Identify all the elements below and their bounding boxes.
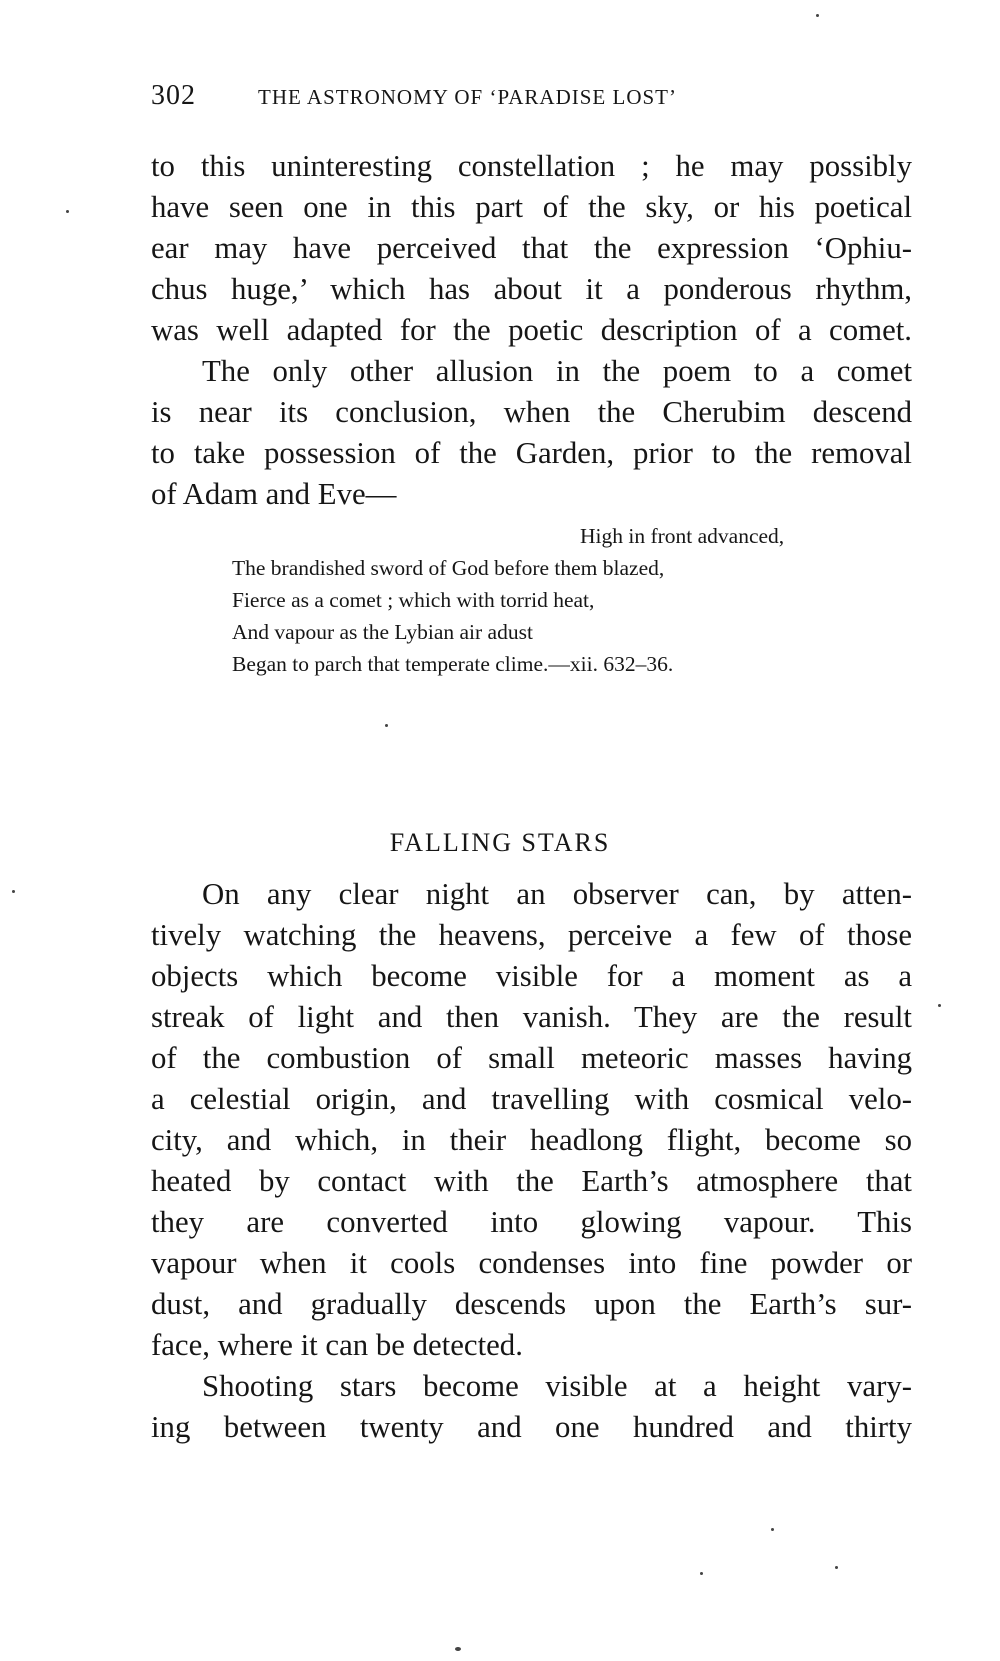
print-speck: [700, 1572, 703, 1575]
running-head: [151, 80, 911, 114]
paragraph-line: to take possession of the Garden, prior to the removal: [151, 436, 912, 470]
paragraph-line: ing between twenty and one hundred and thirty: [151, 1410, 912, 1444]
paragraph-line: dust, and gradually descends upon the Earth’s sur-: [151, 1287, 912, 1321]
running-title: THE ASTRONOMY OF ‘PARADISE LOST’: [258, 85, 677, 109]
print-speck: [771, 1528, 774, 1531]
paragraph-line: city, and which, in their headlong flight, become so: [151, 1123, 912, 1157]
paragraph-line: On any clear night an observer can, by atten-: [202, 877, 912, 911]
paragraph-line: The only other allusion in the poem to a comet: [202, 354, 912, 388]
paragraph-line: to this uninteresting constellation ; he may possibly: [151, 149, 912, 183]
quotation-line: And vapour as the Lybian air adust: [232, 620, 533, 644]
paragraph-line: was well adapted for the poetic description of a comet.: [151, 313, 912, 347]
paragraph-line: they are converted into glowing vapour. This: [151, 1205, 912, 1239]
quotation-line: Began to parch that temperate clime.—xii. 632–36.: [232, 652, 674, 676]
paragraph-line: streak of light and then vanish. They are the result: [151, 1000, 912, 1034]
paragraph-line: vapour when it cools condenses into fine powder or: [151, 1246, 912, 1280]
print-speck: [12, 890, 15, 893]
print-speck: [455, 1647, 461, 1651]
print-speck: [66, 210, 69, 213]
paragraph-line: chus huge,’ which has about it a ponderous rhythm,: [151, 272, 912, 306]
print-speck: [816, 14, 819, 17]
quotation-line: High in front advanced,: [580, 524, 785, 548]
paragraph-line: is near its conclusion, when the Cherubim descend: [151, 395, 912, 429]
paragraph-line: of Adam and Eve—: [151, 477, 397, 511]
quotation-line: Fierce as a comet ; which with torrid heat,: [232, 588, 595, 612]
print-speck: [938, 1004, 941, 1007]
paragraph-line: heated by contact with the Earth’s atmosphere that: [151, 1164, 912, 1198]
print-speck: [385, 724, 388, 727]
paragraph-line: of the combustion of small meteoric masses having: [151, 1041, 912, 1075]
paragraph-line: face, where it can be detected.: [151, 1328, 523, 1362]
paragraph-line: have seen one in this part of the sky, or his poetical: [151, 190, 912, 224]
paragraph-line: tively watching the heavens, perceive a few of those: [151, 918, 912, 952]
paragraph-line: objects which become visible for a moment as a: [151, 959, 912, 993]
quotation-line: The brandished sword of God before them blazed,: [232, 556, 665, 580]
page-number: 302: [151, 80, 196, 111]
paragraph-line: ear may have perceived that the expression ‘Ophiu-: [151, 231, 912, 265]
paragraph-line: a celestial origin, and travelling with cosmical velo-: [151, 1082, 912, 1116]
paragraph-line: Shooting stars become visible at a height vary-: [202, 1369, 912, 1403]
section-heading: FALLING STARS: [389, 828, 611, 857]
print-speck: [835, 1566, 838, 1569]
